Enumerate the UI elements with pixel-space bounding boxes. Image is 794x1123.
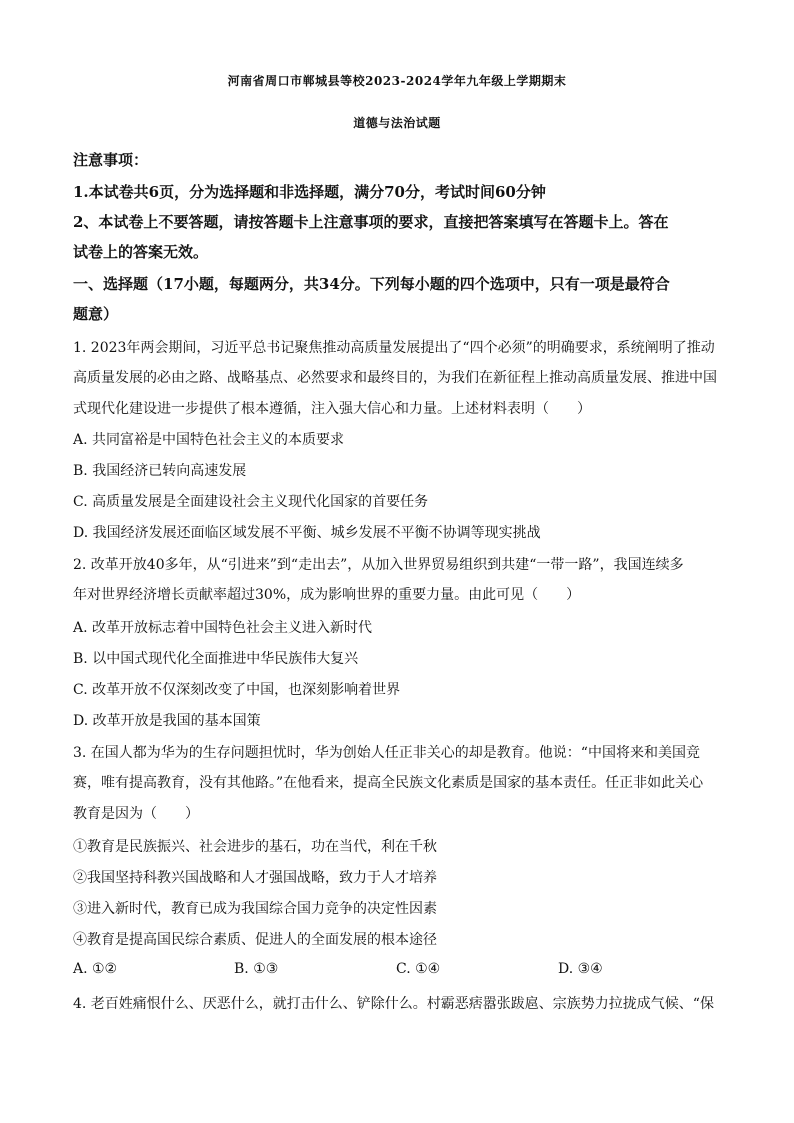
question-1-option-b: B. 我国经济已转向高速发展 xyxy=(73,463,247,479)
question-1-stem-cont: 式现代化建设进一步提供了根本遵循，注入强大信心和力量。上述材料表明（ ） xyxy=(73,401,591,417)
question-3-option-d: D. ③④ xyxy=(558,961,603,977)
question-3-option-b: B. ①③ xyxy=(234,961,279,977)
notice-item-1: 1.本试卷共6页，分为选择题和非选择题，满分70分，考试时间60分钟 xyxy=(73,183,546,201)
question-1-option-c: C. 高质量发展是全面建设社会主义现代化国家的首要任务 xyxy=(73,494,429,510)
question-3-stem-cont: 赛，唯有提高教育，没有其他路。”在他看来，提高全民族文化素质是国家的基本责任。任正非如此关心 xyxy=(73,775,704,791)
question-1-stem: 1. 2023年两会期间，习近平总书记聚焦推动高质量发展提出了“四个必须”的明确要求，系统阐明了推动 xyxy=(73,340,715,356)
question-2-stem-cont: 年对世界经济增长贡献率超过30%，成为影响世界的重要力量。由此可见（ ） xyxy=(73,587,581,603)
question-3-statement-3: ③进入新时代，教育已成为我国综合国力竞争的决定性因素 xyxy=(73,901,437,917)
question-2-option-c: C. 改革开放不仅深刻改变了中国，也深刻影响着世界 xyxy=(73,682,401,698)
question-3-statement-4: ④教育是提高国民综合素质、促进人的全面发展的根本途径 xyxy=(73,932,437,948)
exam-title: 河南省周口市郸城县等校2023-2024学年九年级上学期期末 xyxy=(227,74,567,88)
question-3-option-a: A. ①② xyxy=(73,961,118,977)
exam-subtitle: 道德与法治试题 xyxy=(353,116,441,130)
question-3-stem-cont: 教育是因为（ ） xyxy=(73,806,199,822)
question-2-option-a: A. 改革开放标志着中国特色社会主义进入新时代 xyxy=(73,620,373,636)
question-1-option-a: A. 共同富裕是中国特色社会主义的本质要求 xyxy=(73,432,345,448)
question-4-stem: 4. 老百姓痛恨什么、厌恶什么，就打击什么、铲除什么。村霸恶痞嚣张跋扈、宗族势力拉拢成气候、“保 xyxy=(73,996,714,1012)
question-2-stem: 2. 改革开放40多年，从“引进来”到“走出去”，从加入世界贸易组织到共建“一带一路”，我国连续多 xyxy=(73,557,684,573)
question-2-option-b: B. 以中国式现代化全面推进中华民族伟大复兴 xyxy=(73,651,359,667)
notice-item-2: 2、本试卷上不要答题，请按答题卡上注意事项的要求，直接把答案填写在答题卡上。答在 xyxy=(73,213,669,231)
section-heading: 一、选择题（17小题，每题两分，共34分。下列每小题的四个选项中，只有一项是最符合 xyxy=(73,275,670,293)
question-1-stem-cont: 高质量发展的必由之路、战略基点、必然要求和最终目的，为我们在新征程上推动高质量发展、推进中国 xyxy=(73,370,717,386)
question-3-option-c: C. ①④ xyxy=(396,961,441,977)
section-heading-cont: 题意） xyxy=(73,305,119,323)
question-2-option-d: D. 改革开放是我国的基本国策 xyxy=(73,713,261,729)
notice-heading: 注意事项： xyxy=(73,151,149,169)
question-1-option-d: D. 我国经济发展还面临区域发展不平衡、城乡发展不平衡不协调等现实挑战 xyxy=(73,525,541,541)
question-3-statement-2: ②我国坚持科教兴国战略和人才强国战略，致力于人才培养 xyxy=(73,870,437,886)
notice-item-2-cont: 试卷上的答案无效。 xyxy=(73,243,209,261)
question-3-stem: 3. 在国人都为华为的生存问题担忧时，华为创始人任正非关心的却是教育。他说：“中国将来和美国竞 xyxy=(73,745,700,761)
question-3-statement-1: ①教育是民族振兴、社会进步的基石，功在当代，利在千秋 xyxy=(73,839,437,855)
